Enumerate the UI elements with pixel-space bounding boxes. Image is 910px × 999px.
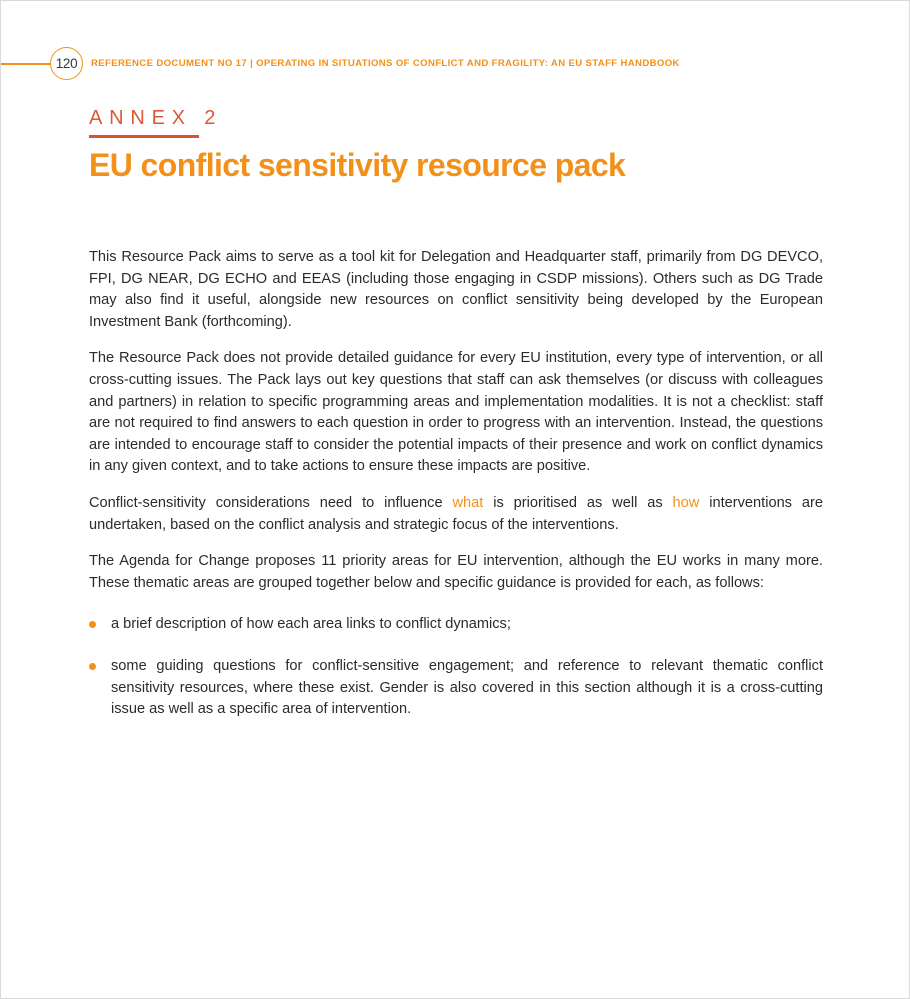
paragraph-agenda: The Agenda for Change proposes 11 priority areas for EU intervention, although the EU works in many more. These thematic areas are grouped together below and specific guidance is provided for each, as follows: — [89, 553, 823, 591]
paragraph-scope: The Resource Pack does not provide detailed guidance for every EU institution, every type of intervention, or all cross-cutting issues. The Pack lays out key questions that staff can ask themselves (or discuss with colleagues and partners) in relation to specific programming areas and implementation modalities. It is not a checklist: staff are not required to find answers to each question in order to progress with an intervention. Instead, the questions are intended to encourage staff to consider the potential impacts of their presence and work on conflict dynamics in any given context, and to take actions to ensure these impacts are positive. — [89, 350, 823, 475]
content-column — [89, 107, 823, 721]
list-item — [89, 656, 823, 721]
bullet-icon — [89, 663, 96, 670]
bullet-icon — [89, 621, 96, 628]
highlight-how: how — [672, 494, 700, 511]
page-number: 120 — [55, 56, 78, 71]
body-text — [89, 247, 823, 721]
bullet-text: a brief description of how each area links to conflict dynamics; — [111, 616, 511, 633]
highlight-what: what — [452, 494, 484, 511]
page-title: EU conflict sensitivity resource pack — [89, 147, 626, 183]
paragraph-considerations-text: is prioritised as well as — [483, 494, 673, 511]
header-title: REFERENCE DOCUMENT NO 17 | OPERATING IN SITUATIONS OF CONFLICT AND FRAGILITY: AN EU STAFF HANDBOOK — [91, 58, 680, 69]
paragraph-considerations-text: Conflict-sensitivity considerations need to influence — [89, 494, 453, 511]
page-number-badge — [50, 47, 83, 80]
header-rule — [1, 63, 52, 65]
bullet-text: some guiding questions for conflict-sensitive engagement; and reference to relevant thematic conflict sensitivity resources, where these exist. Gender is also covered in this section although it is a cross-cutting issue as well as a specific area of intervention. — [111, 657, 823, 718]
paragraph-considerations — [89, 493, 823, 536]
annex-underline — [89, 135, 199, 138]
paragraph-considerations-text: interventions are undertaken, based on the conflict analysis and strategic focus of the interventions. — [89, 494, 823, 533]
annex-label: ANNEX 2 — [89, 107, 223, 129]
paragraph-intro: This Resource Pack aims to serve as a tool kit for Delegation and Headquarter staff, primarily from DG DEVCO, FPI, DG NEAR, DG ECHO and EEAS (including those engaging in CSDP missions). Others such as DG Trade may also find it useful, alongside new resources on conflict sensitivity being developed by the European Investment Bank (forthcoming). — [89, 249, 823, 330]
list-item — [89, 614, 823, 636]
